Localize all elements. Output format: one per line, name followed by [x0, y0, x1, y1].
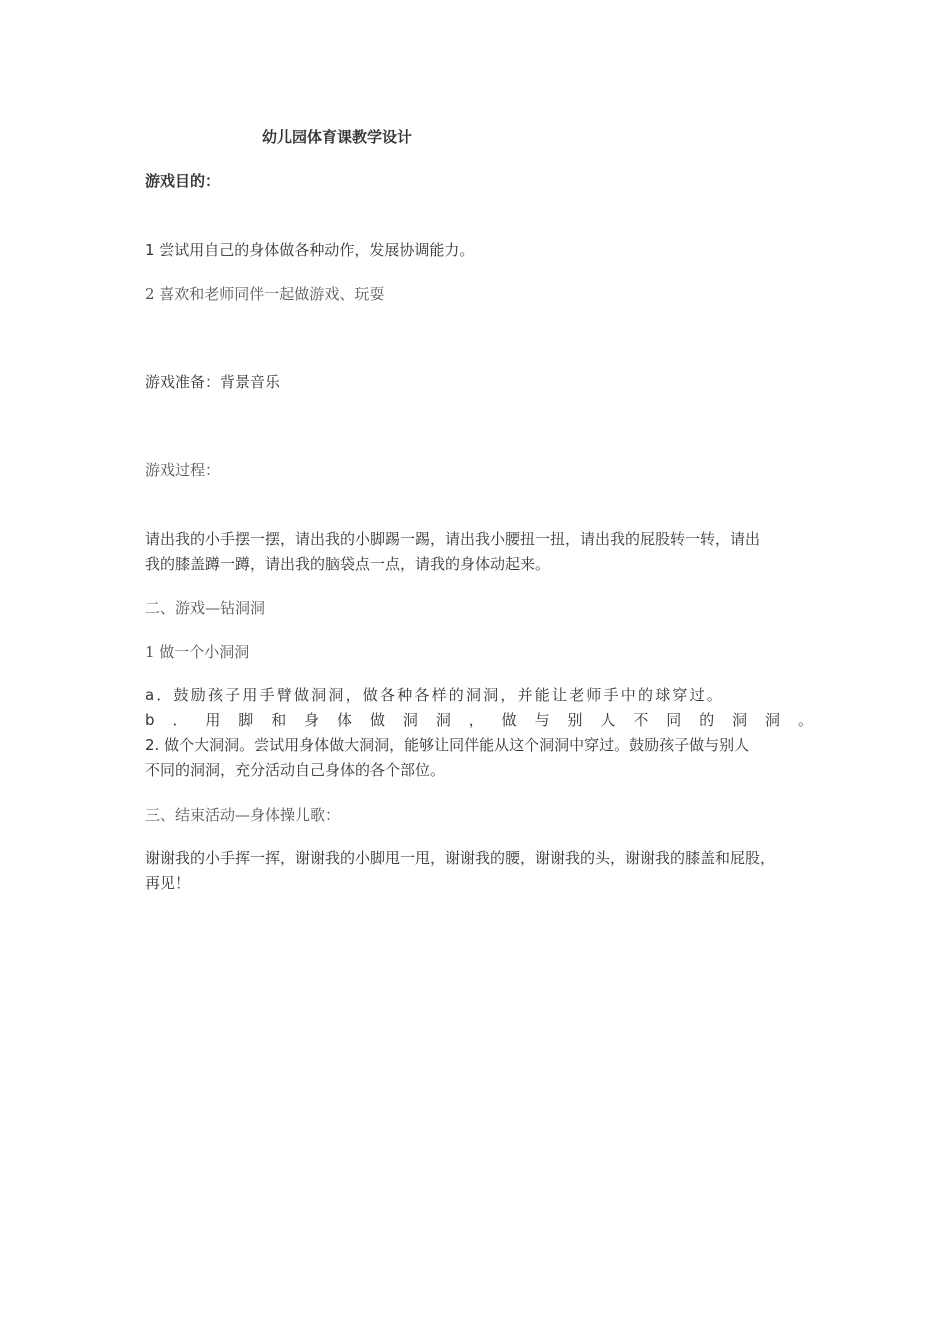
item-b-char: 洞	[765, 711, 781, 729]
item-b-char: 脚	[238, 711, 254, 729]
item-b-char: 做	[369, 711, 385, 729]
item-b-char: 洞	[435, 711, 451, 729]
item-b-char: 身	[304, 711, 320, 729]
preparation-text: 游戏准备：背景音乐	[145, 373, 281, 391]
document-title: 幼儿园体育课教学设计	[262, 128, 413, 146]
step-2-line-1: 2. 做个大洞洞。尝试用身体做大洞洞，能够让同伴能从这个洞洞中穿过。鼓励孩子做与别人	[145, 736, 750, 754]
item-b-char: 洞	[732, 711, 748, 729]
item-b-char: 别	[567, 711, 583, 729]
item-b-char: 体	[337, 711, 353, 729]
goal-heading: 游戏目的：	[145, 172, 221, 190]
holes-paragraph	[145, 683, 813, 783]
item-b-char: ．	[172, 711, 188, 729]
goal-item-2: 2 喜欢和老师同伴一起做游戏、玩耍	[145, 285, 385, 303]
item-b-text	[145, 708, 813, 733]
step-1-heading: 1 做一个小洞洞	[145, 643, 250, 661]
item-b-char: 。	[797, 711, 813, 729]
item-b-char: ，	[468, 711, 484, 729]
item-b-char: 与	[534, 711, 550, 729]
warmup-line-2: 我的膝盖蹲一蹲，请出我的脑袋点一点，请我的身体动起来。	[145, 555, 551, 573]
item-b-char: 和	[271, 711, 287, 729]
step-2-line-2: 不同的洞洞，充分活动自己身体的各个部位。	[145, 761, 446, 779]
item-b-char: b	[145, 711, 155, 729]
ending-paragraph	[145, 846, 813, 896]
item-b-char: 人	[600, 711, 616, 729]
ending-line-2: 再见！	[145, 874, 191, 892]
item-b-char: 洞	[402, 711, 418, 729]
item-b-char: 用	[205, 711, 221, 729]
warmup-paragraph	[145, 527, 813, 577]
section-2-heading: 二、游戏—钻洞洞	[145, 599, 266, 617]
warmup-line-1: 请出我的小手摆一摆，请出我的小脚踢一踢，请出我小腰扭一扭，请出我的屁股转一转，请出	[145, 530, 761, 548]
item-b-char: 做	[501, 711, 517, 729]
item-b-char: 同	[666, 711, 682, 729]
item-a-text: a．鼓励孩子用手臂做洞洞，做各种各样的洞洞，并能让老师手中的球穿过。	[145, 686, 724, 704]
goal-item-1: 1 尝试用自己的身体做各种动作，发展协调能力。	[145, 241, 475, 259]
item-b-char: 不	[633, 711, 649, 729]
ending-line-1: 谢谢我的小手挥一挥，谢谢我的小脚甩一甩，谢谢我的腰，谢谢我的头，谢谢我的膝盖和屁股，	[145, 849, 776, 867]
section-3-heading: 三、结束活动—身体操儿歌：	[145, 806, 341, 824]
item-b-char: 的	[699, 711, 715, 729]
process-heading: 游戏过程：	[145, 461, 221, 479]
